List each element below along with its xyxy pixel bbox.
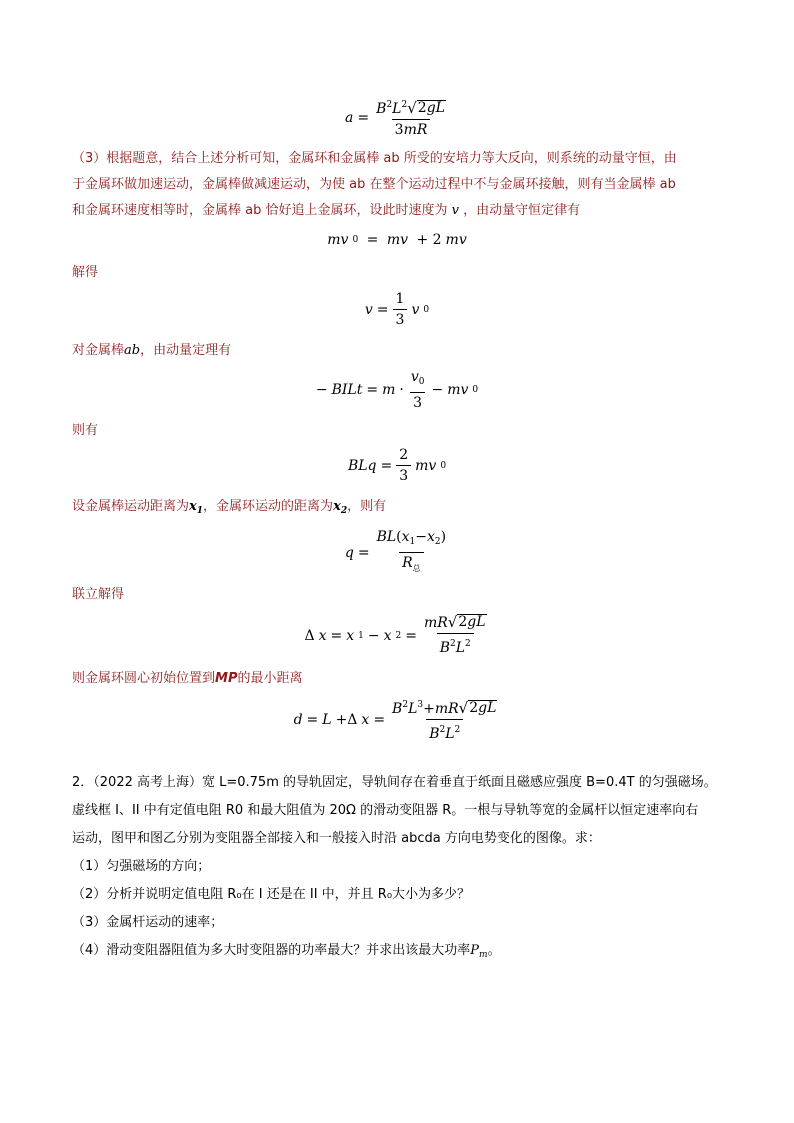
part3-line1: （3）根据题意，结合上述分析可知，金属环和金属棒 ab 所受的安培力等大反向，则系统的动量守恒，由 [72, 151, 677, 166]
lianli-label: 联立解得 [72, 587, 125, 602]
equation-q: q = $\frac{BL(x_1-x_2)}{R_总}$ [0, 528, 794, 578]
equation-delta-x: Δ x = x 1 − x 2 = mR √ 2gL $B^2L^2$ [304, 613, 486, 656]
problem2-q1: （1）匀强磁场的方向； [72, 859, 211, 874]
equation-acceleration: a = $B^2L^2$ √ 2gL 3mR [345, 99, 445, 138]
part3-line2: 于金属环做加速运动，金属棒做减速运动，为使 ab 在整个运动过程中不与金属环接触，则有当金属棒 ab [72, 177, 676, 192]
zejin-line: 则金属环圆心初始位置到MP的最小距离 [72, 671, 303, 686]
dui-line: 对金属棒ab，由动量定理有 [72, 343, 232, 358]
zeyou-label: 则有 [72, 423, 99, 438]
jiede-label: 解得 [72, 265, 99, 280]
equation-velocity: v = $\frac{1}{3}$ v 0 [364, 291, 430, 328]
problem2-q4: （4）滑动变阻器阻值为多大时变阻器的功率最大？并求出该最大功率$P_m$。 [72, 943, 501, 960]
she-line: 设金属棒运动距离为$x_1$，金属环运动的距离为$x_2$，则有 [72, 499, 387, 516]
problem2-q3: （3）金属杆运动的速率； [72, 915, 224, 930]
problem2-line1: 2．（2022 高考上海）宽 L=0.75m 的导轨固定，导轨间存在着垂直于纸面且磁感应强度 B=0.4T 的匀强磁场。 [72, 775, 717, 790]
problem2-line3: 运动，图甲和图乙分别为变阻器全部接入和一般接入时沿 abcda 方向电势变化的图像。求： [72, 831, 601, 846]
problem2-line2: 虚线框 I、II 中有定值电阻 R0 和最大阻值为 20Ω 的滑动变阻器 R。一根与导轨等宽的金属杆以恒定速率向右 [72, 803, 699, 818]
equation-charge: BLq = $\frac{2}{3}$ mv 0 [347, 447, 447, 484]
equation-momentum: mv 0 = mv + 2 mv [327, 232, 467, 248]
part3-line3: 和金属环速度相等时，金属棒 ab 恰好追上金属环，设此时速度为 v ，由动量守恒定律有 [72, 203, 581, 218]
problem2-q2: （2）分析并说明定值电阻 R₀在 I 还是在 II 中，并且 R₀大小为多少？ [72, 887, 471, 902]
equation-impulse: − BILt = m · $\frac{v_0}{3}$ − mv 0 [315, 369, 479, 411]
equation-distance: d = L +Δ x = $B^2L^3+mR$ √ 2gL $B^2L^2$ [293, 699, 497, 742]
